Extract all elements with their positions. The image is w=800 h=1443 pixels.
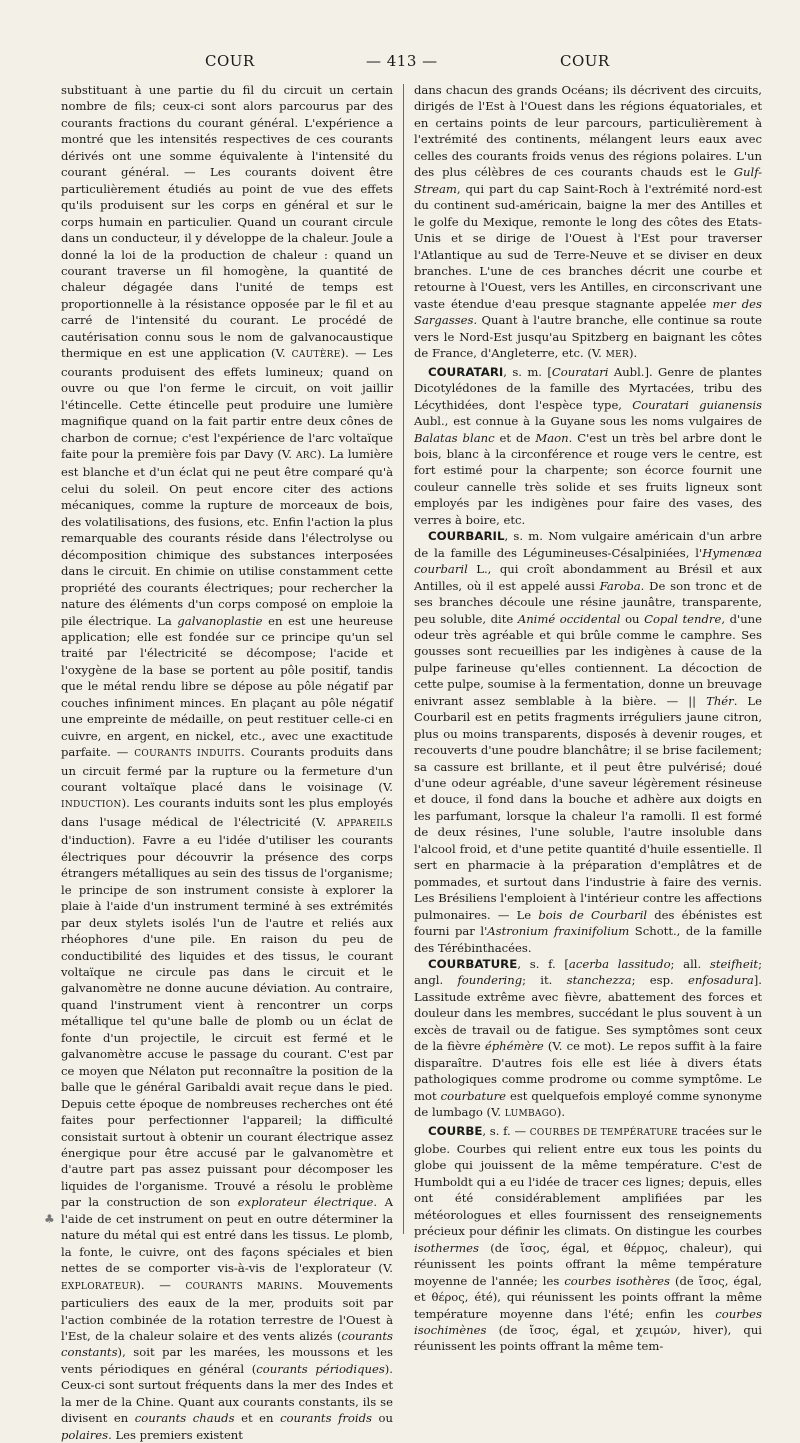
text-run: ). La lumière est blanche et d'un éclat qui ne peut être comparé qu'à celui du soleil. On peut encore citer des actions mécaniques, comme la rupture de morceaux de bois, des volatilisations, des fusions, etc. Enfin l'action la plus remarquable des courants réside dans l'électrolyse ou décomposition chimique des substances interposées dans le circuit. En chimie on utilise constamment cette propriété des courants électriques; pour rechercher la nature des éléments d'un corps composé on emploie la pile électrique. La <box>61 446 393 628</box>
text-run: ). <box>556 1105 566 1120</box>
text-run: et en <box>234 1411 281 1426</box>
italic-text: galvanoplastie <box>177 613 263 628</box>
italic-text: Astronium fraxinifolium <box>487 924 630 939</box>
small-caps-text: CAUTÈRE <box>291 350 341 361</box>
text-run: . A l'aide de cet instrument on peut en outre déterminer la nature du métal qui est entré dans les tissus. Le plomb, la fonte, le cuivre, ont des façons spéciales et bien nettes de se comporter vis-à-vis de l'explorateur (V. <box>61 1195 393 1276</box>
entry-headword: COURBARIL <box>428 529 505 544</box>
text-run: , d'une odeur très agréable et qui brûle comme le camphre. Ses gousses sont recueillies par les indigènes à cause de la pulpe farineuse qu'elles contiennent. La décoction de cette pulpe, soumise à la fermentation, donne un breuvage enivrant assez semblable à la bière. — || <box>414 611 762 708</box>
text-run: ou <box>620 611 645 626</box>
italic-text: acerba lassitudo <box>568 957 671 972</box>
text-run: d'induction). Favre a eu l'idée d'utiliser les courants électriques pour découvrir la présence des corps étrangers métalliques au sein des tissus de l'organisme; le principe de son instrument consiste à explorer la plaie à l'aide d'un instrument terminé à ses extrémités par deux stylets isolés l'un de l'autre et reliés aux rhéophores d'une pile. En raison du peu de conductibilité des liquides et des tissus, le courant voltaïque ne circule pas dans le circuit et le galvanomètre ne donne aucune déviation. Au contraire, quand l'instrument vient à rencontrer un corps métallique tel qu'une balle de plomb ou un éclat de fonte d'un projectile, le circuit est fermé et le galvanomètre accuse le passage du courant. C'est par ce moyen que Nélaton put reconnaître la position de la balle que le général Garibaldi avait reçue dans le pied. Depuis cette époque de nombreuses recherches ont été faites pour perfectionner l'appareil; la difficulté consistait surtout à obtenir un courant électrique assez énergique pour être accusé par le galvanomètre et d'autre part pas assez puissant pour décomposer les liquides de l'organisme. Trouvé a résolu le problème par la construction de son <box>61 833 393 1210</box>
text-run: ). Ceux-ci sont surtout fréquents dans la mer des Indes et la mer de la Chine. Quant aux courants constants, ils se divisent en <box>61 1361 393 1426</box>
small-caps-text: INDUCTION <box>61 800 122 811</box>
column-divider <box>403 84 404 1234</box>
text-run: ; it. <box>522 973 567 988</box>
text-run: tracées sur le globe. Courbes qui relient entre eux tous les points du globe qui jouissent de la même température. C'est de Humboldt qui a eu l'idée de tracer ces lignes; depuis, elles ont été considérablement amplifiées par les météorologues et elles fournissent des renseignements précieux pour définir les climats. On distingue les courbes <box>414 1123 762 1239</box>
text-run: ). — <box>136 1277 186 1292</box>
page-number: — 413 — <box>366 52 438 70</box>
header-right-word: COUR <box>560 52 610 70</box>
text-run: ). — Les courants produisent des effets lumineux; quand on ouvre ou que l'on ferme le circuit, on voit jaillir l'étincelle. Cette étincelle peut produire une lumière magnifique quand on la fait partir entre deux cônes de charbon de cornue; c'est l'expérience de l'arc voltaïque faite pour la première fois par Davy (V. <box>61 346 393 461</box>
text-run: ]. Lassitude extrême avec fièvre, abattement des forces et douleur dans les membres, succédant le plus souvent à un excès de travail ou de fatigue. Ses symptômes sont ceux de la fièvre <box>414 973 762 1054</box>
text-run: Aubl.]. Genre de plantes Dicotylédones de la famille des Myrtacées, tribu des Lécythidées, dont l'espèce type, <box>414 364 762 412</box>
italic-text: éphémère <box>484 1039 544 1054</box>
italic-text: steifheit <box>709 957 759 972</box>
italic-text: Thér <box>706 693 734 708</box>
italic-text: Faroba <box>599 578 641 593</box>
small-caps-text: MER <box>605 350 630 361</box>
italic-text: courants froids <box>280 1411 372 1426</box>
text-run: L., qui croît abondamment au Brésil et aux Antilles, où il est appelé aussi <box>414 562 762 593</box>
small-caps-text: COURANTS INDUITS <box>134 749 242 760</box>
text-run: . Les premiers existent <box>108 1427 243 1442</box>
text-run: . Le Courbaril est en petits fragments irréguliers jaune citron, plus ou moins transparents, disposés à devenir rouges, et recouverts d'une poudre blanchâtre; il se brise facilement; sa cassure est brillante, et il peut être pulvérisé; doué d'une odeur agréable, d'une saveur légèrement résineuse et douce, il fond dans la bouche et adhère aux doigts en les parfumant, lorsque la chaleur l'a ramolli. Il est formé de deux résines, l'une soluble, l'autre insoluble dans l'alcool froid, et d'une petite quantité d'huile essentielle. Il sert en pharmacie à la préparation d'emplâtres et de pommades, et surtout dans l'industrie à faire des vernis. Les Brésiliens l'emploient à l'intérieur contre les affections pulmonaires. — Le <box>414 693 762 922</box>
dictionary-entry <box>414 1123 762 1355</box>
small-caps-text: EXPLORATEUR <box>61 1281 137 1292</box>
text-run: (de ἴσος, égal, et θέρος, été), qui réunissent les points offrant la même température moyenne dans l'été; enfin les <box>414 1273 762 1321</box>
dictionary-entry <box>414 364 762 529</box>
text-run: ). <box>629 346 638 361</box>
italic-text: courbes isochimènes <box>414 1306 762 1337</box>
dictionary-entry <box>414 528 762 956</box>
italic-text: Balatas blanc <box>414 430 495 445</box>
text-run: (de ἴσος, égal, et χειμών, hiver), qui réunissent les points offrant la même tem- <box>414 1322 762 1354</box>
text-run: dans chacun des grands Océans; ils décrivent des circuits, dirigés de l'Est à l'Ouest dans les régions équatoriales, et en certains points de leur parcours, particulièrement à l'extrémité des continents, mélangent leurs eaux avec celles des courants froids venus des régions polaires. L'un des plus célèbres de ces courants chauds est le <box>414 83 762 180</box>
small-caps-text: LUMBAGO <box>504 1109 557 1120</box>
text-run: . De son tronc et de ses branches découle une résine jaunâtre, transparente, peu soluble, dite <box>414 578 762 626</box>
text-run: ). Les courants induits sont les plus employés dans l'usage médical de l'électricité (V. <box>61 796 393 829</box>
italic-text: Gulf-Stream <box>414 165 762 196</box>
margin-mark: ♣ <box>44 1212 55 1226</box>
italic-text: Animé occidental <box>517 611 621 626</box>
italic-text: Copal tendre <box>644 611 722 626</box>
text-run: substituant à une partie du fil du circuit un certain nombre de fils; ceux-ci sont alors parcourus par des courants fractions du courant général. L'expérience a montré que les intensités respectives de ces courants dérivés ont une somme équivalente à l'intensité du courant général. — Les courants doivent être particulièrement étudiés au point de vue des effets qu'ils produisent sur les corps en général et sur le corps humain en particulier. Quand un courant circule dans un conducteur, il y développe de la chaleur. Joule a donné la loi de la production de chaleur : quand un courant traverse un fil homogène, la quantité de chaleur dégagée dans l'unité de temps est proportionnelle à la résistance opposée par le fil et au carré de l'intensité du courant. Le procédé de cautérisation connu sous le nom de galvanocaustique thermique en est une application (V. <box>61 83 393 361</box>
text-run: , s. f. [ <box>517 957 569 972</box>
text-run: . Quant à l'autre branche, elle continue sa route vers le Nord-Est jusqu'au Spitzberg en baignant les côtes de France, d'Angleterre, etc. (V. <box>414 313 762 361</box>
entry-headword: COURBE <box>428 1123 483 1138</box>
italic-text: isothermes <box>414 1240 479 1255</box>
text-run: , s. m. [ <box>503 364 552 379</box>
italic-text: Couratari guianensis <box>632 397 762 412</box>
text-run: . Courants produits dans un circuit fermé par la rupture ou la fermeture d'un courant voltaïque placé dans le voisinage (V. <box>61 745 393 795</box>
text-run: et de <box>494 430 536 445</box>
text-run: ou <box>371 1411 393 1426</box>
italic-text: bois de Courbaril <box>538 907 648 922</box>
right-column-continuation <box>414 82 762 364</box>
left-column <box>61 82 393 1442</box>
italic-text: courbature <box>440 1088 506 1103</box>
text-run: . Mouvements particuliers des eaux de la mer, produits soit par l'action combinée de la rotation terrestre de l'Ouest à l'Est, de la chaleur solaire et des vents alizés ( <box>61 1277 393 1343</box>
dictionary-entry <box>414 956 762 1123</box>
italic-text: explorateur électrique <box>237 1195 374 1210</box>
text-run: ; esp. <box>631 973 688 988</box>
italic-text: courants périodiques <box>256 1361 385 1376</box>
italic-text: Maon <box>535 430 569 445</box>
text-run: , s. m. Nom vulgaire américain d'un arbre de la famille des Légumineuses-Césalpiniées, l' <box>414 529 762 560</box>
entry-headword: COURATARI <box>428 364 504 379</box>
italic-text: Hymenæa courbaril <box>414 545 762 577</box>
text-run: Schott., de la famille des Térébinthacées. <box>414 924 763 955</box>
small-caps-text: COURANTS MARINS <box>185 1281 300 1292</box>
italic-text: courbes isothères <box>564 1273 670 1288</box>
italic-text: foundering <box>457 973 523 988</box>
entry-headword: COURBATURE <box>428 957 518 972</box>
text-run: est quelquefois employé comme synonyme de lumbago (V. <box>414 1088 762 1120</box>
italic-text: courants chauds <box>134 1411 235 1426</box>
left-column-text <box>61 82 393 1443</box>
italic-text: enfosadura <box>687 973 754 988</box>
small-caps-text: ARC <box>295 450 318 461</box>
italic-text: polaires <box>61 1427 109 1442</box>
text-run: ; all. <box>670 957 710 972</box>
small-caps-text: APPAREILS <box>336 818 393 829</box>
small-caps-text: COURBES DE TEMPÉRATURE <box>529 1127 679 1138</box>
italic-text: courants constants <box>61 1328 393 1360</box>
running-header <box>0 52 800 78</box>
text-run: (de ἴσος, égal, et θέρμος, chaleur), qui réunissent les points offrant la même température moyenne de l'année; les <box>414 1240 762 1288</box>
header-left-word: COUR <box>205 52 255 70</box>
italic-text: Couratari <box>551 364 609 379</box>
text-run: Aubl., est connue à la Guyane sous les noms vulgaires de <box>414 414 762 429</box>
text-run: en est une heureuse application; elle est fondée sur ce principe qu'un sel traité par l'électricité se décompose; l'acide et l'oxygène de la base se portent au pôle positif, tandis que le métal rendu libre se dépose au pôle négatif par couches infiniment minces. En plaçant au pôle négatif une empreinte de médaille, on peut restituer celle-ci en cuivre, en argent, en nickel, etc., avec une exactitude parfaite. — <box>61 613 393 760</box>
italic-text: stanchezza <box>566 973 632 988</box>
text-run: ; angl. <box>414 957 762 988</box>
text-run: des ébénistes est fourni par l' <box>414 907 763 939</box>
text-run: , qui part du cap Saint-Roch à l'extrémité nord-est du continent sud-américain, baigne la mer des Antilles et le golfe du Mexique, remonte le long des côtes des Etats-Unis et se dirige de l'Ouest à l'Est pour traverser l'Atlantique au sud de Terre-Neuve et se diviser en deux branches. L'une de ces branches décrit une courbe et retourne à l'Ouest, vers les Antilles, en circonscrivant une vaste étendue d'eau presque stagnante appelée <box>414 181 762 311</box>
right-column <box>414 82 763 1354</box>
text-run: . C'est un très bel arbre dont le bois, blanc à la circonférence et rouge vers le centre, est fort estimé pour la charpente; son écorce fournit une couleur cannelle très solide et ses fruits ligneux sont employés par les indigènes pour faire des vases, des verres à boire, etc. <box>414 430 762 527</box>
text-run: , s. f. — <box>482 1123 530 1138</box>
italic-text: mer des Sargasses <box>414 296 762 328</box>
text-run: (V. ce mot). Le repos suffit à la faire disparaître. D'autres fois elle est liée à divers états pathologiques comme prodrome ou comme symptôme. Le mot <box>414 1039 762 1103</box>
text-run: ), soit par les marées, les moussons et les vents périodiques en général ( <box>61 1345 393 1376</box>
